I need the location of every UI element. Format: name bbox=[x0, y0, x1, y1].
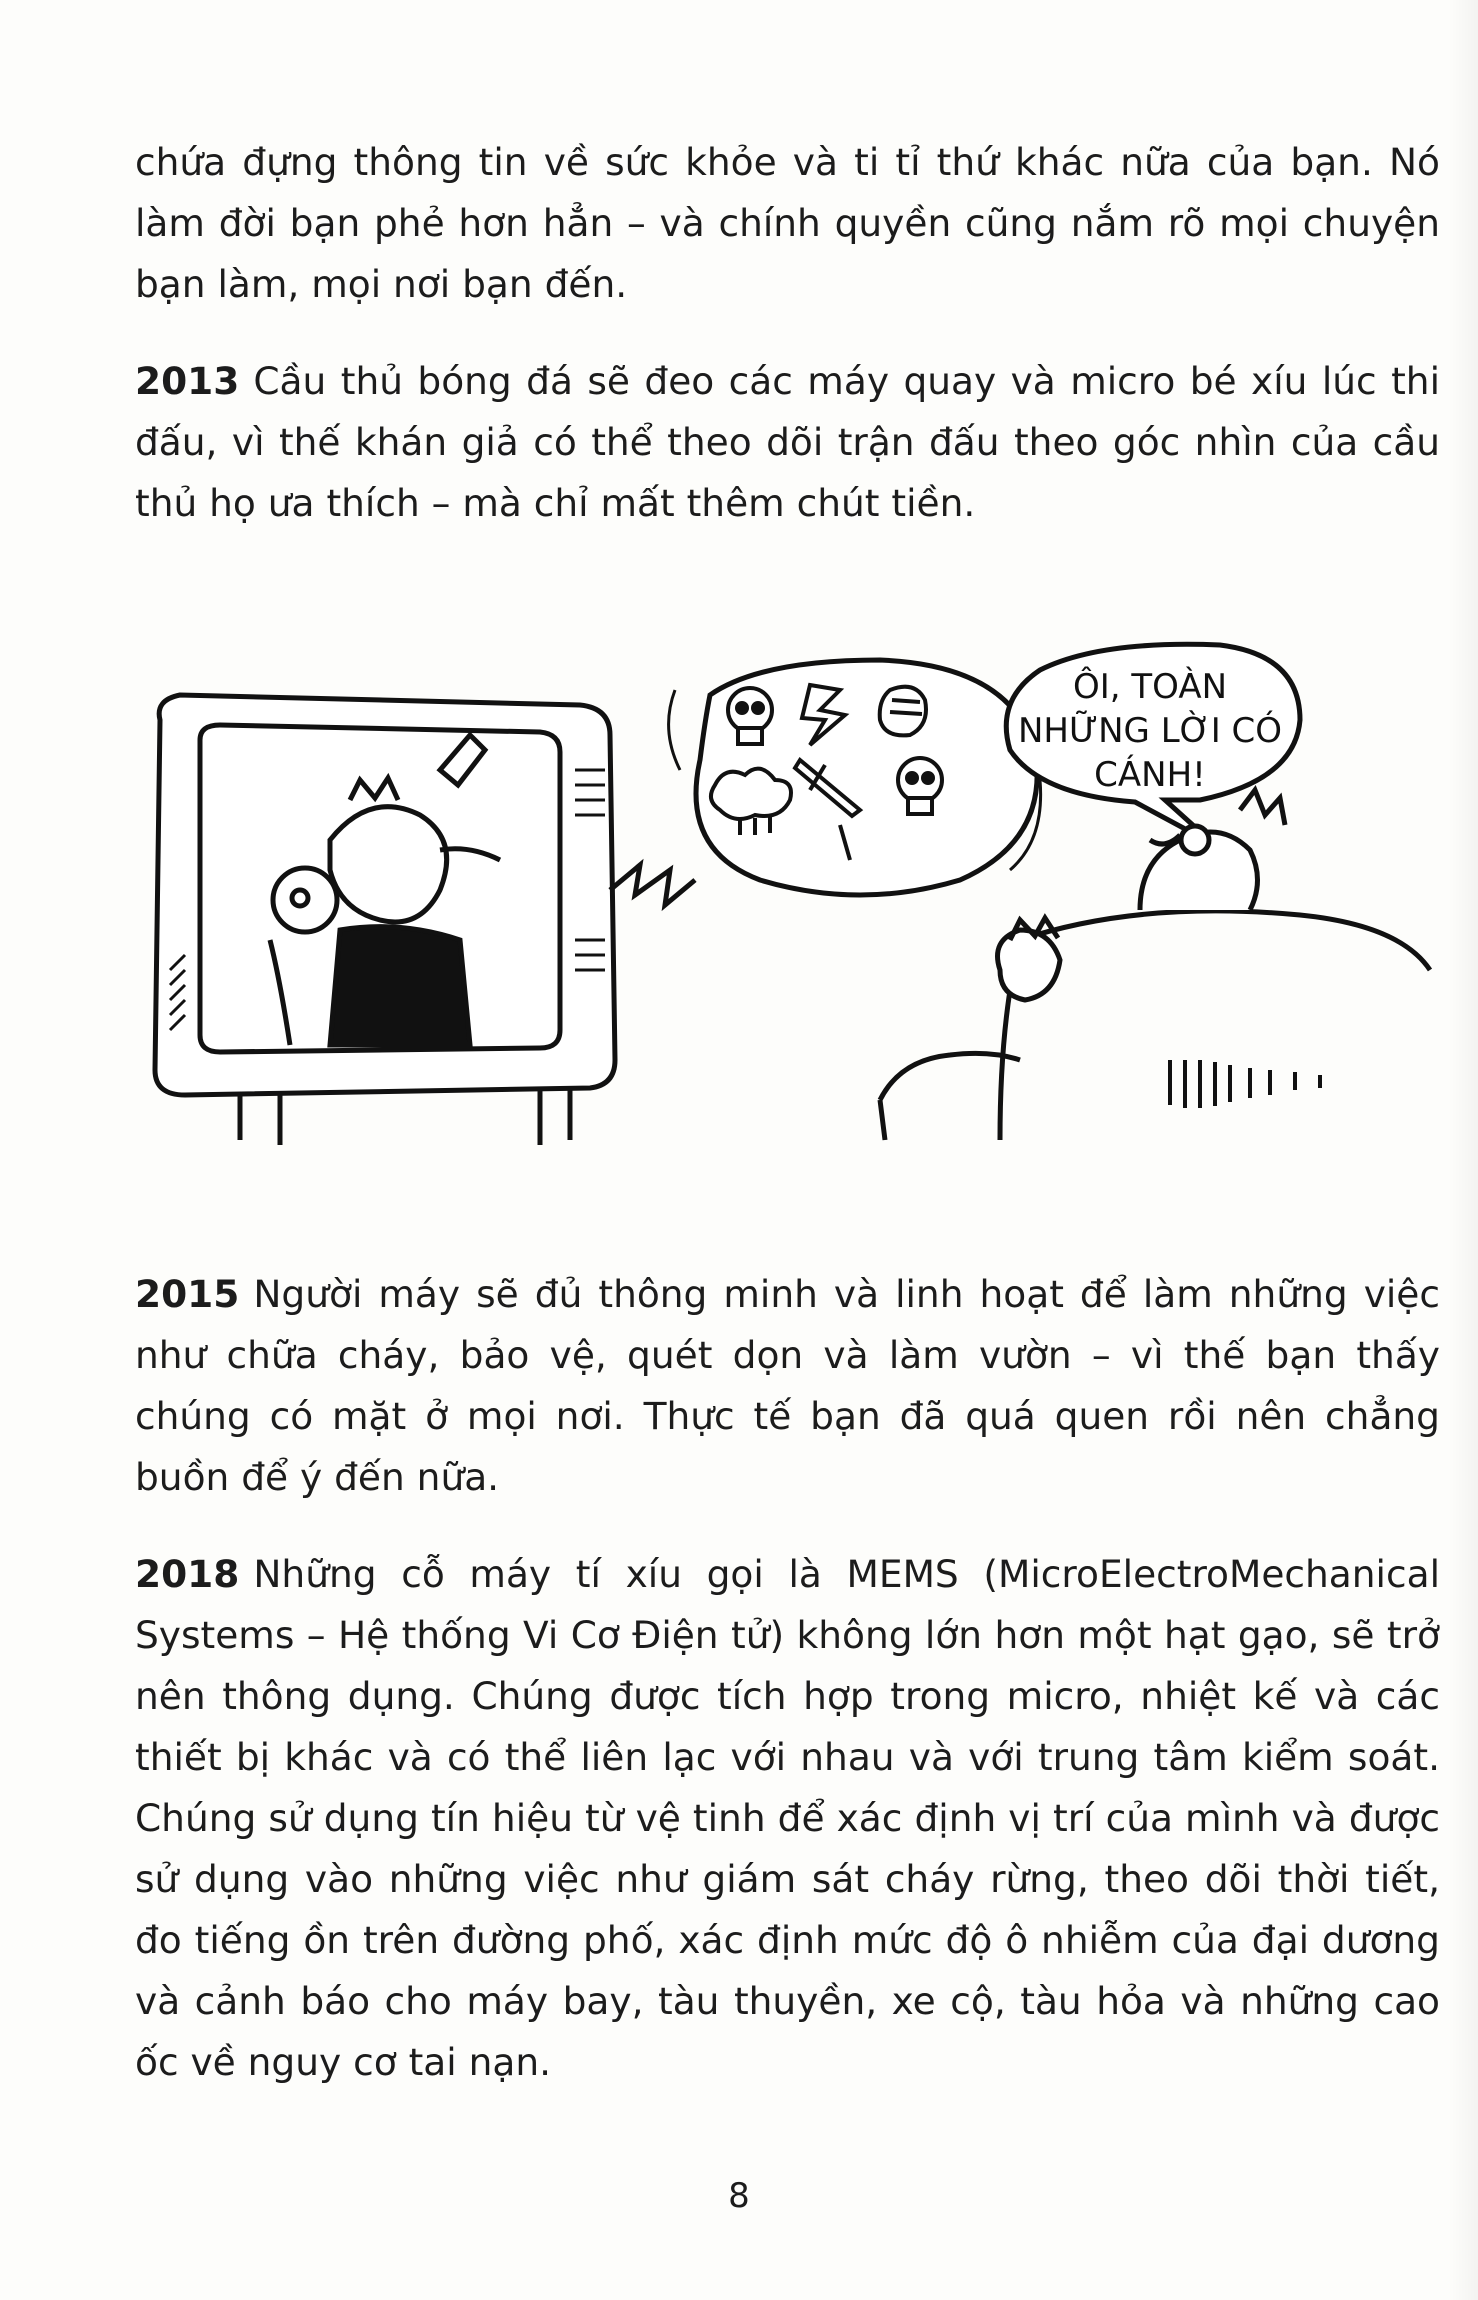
page-number: 8 bbox=[728, 2176, 750, 2216]
television-icon bbox=[155, 695, 615, 1145]
speech-bubble bbox=[1006, 644, 1300, 845]
speech-line-2: NHỮNG LỜI CÓ bbox=[1017, 711, 1283, 751]
paragraph-text: Người máy sẽ đủ thông minh và linh hoạt để làm những việc như chữa cháy, bảo vệ, quét dọn và làm vườn – vì thế bạn thấy chúng có mặt ở mọi nơi. Thực tế bạn đã quá quen rồi nên chẳng buồn để ý đến nữa. bbox=[135, 1272, 1440, 1499]
paragraph-2015 bbox=[135, 1264, 1440, 1508]
speech-line-1: ÔI, TOÀN bbox=[1072, 667, 1228, 707]
year-label: 2015 bbox=[135, 1272, 240, 1316]
paragraph-text: Những cỗ máy tí xíu gọi là MEMS (MicroElectroMechanical Systems – Hệ thống Vi Cơ Điện tử) không lớn hơn một hạt gạo, sẽ trở nên thông dụng. Chúng được tích hợp trong micro, nhiệt kế và các thiết bị khác và có thể liên lạc với nhau và với trung tâm kiểm soát. Chúng sử dụng tín hiệu từ vệ tinh để xác định vị trí của mình và được sử dụng vào những việc như giám sát cháy rừng, theo dõi thời tiết, đo tiếng ồn trên đường phố, xác định mức độ ô nhiễm của đại dương và cảnh báo cho máy bay, tàu thuyền, xe cộ, tàu hỏa và những cao ốc về nguy cơ tai nạn. bbox=[135, 1552, 1440, 2084]
paragraph-text: chứa đựng thông tin về sức khỏe và ti tỉ thứ khác nữa của bạn. Nó làm đời bạn phẻ hơn hẳn – và chính quyền cũng nắm rõ mọi chuyện bạn làm, mọi nơi bạn đến. bbox=[135, 140, 1440, 306]
paragraph-2013 bbox=[135, 351, 1440, 534]
paragraph-2018 bbox=[135, 1544, 1440, 2093]
paragraph-text: Cầu thủ bóng đá sẽ đeo các máy quay và micro bé xíu lúc thi đấu, vì thế khán giả có thể theo dõi trận đấu theo góc nhìn của cầu thủ họ ưa thích – mà chỉ mất thêm chút tiền. bbox=[135, 359, 1440, 525]
fist-icon bbox=[880, 687, 926, 736]
year-label: 2018 bbox=[135, 1552, 240, 1596]
lightning-line bbox=[610, 865, 695, 905]
speech-line-3: CÁNH! bbox=[1094, 755, 1206, 795]
page-edge-shadow bbox=[1448, 0, 1478, 2300]
paragraph-intro bbox=[135, 132, 1440, 315]
year-label: 2013 bbox=[135, 359, 240, 403]
cartoon-illustration bbox=[140, 640, 1440, 1160]
